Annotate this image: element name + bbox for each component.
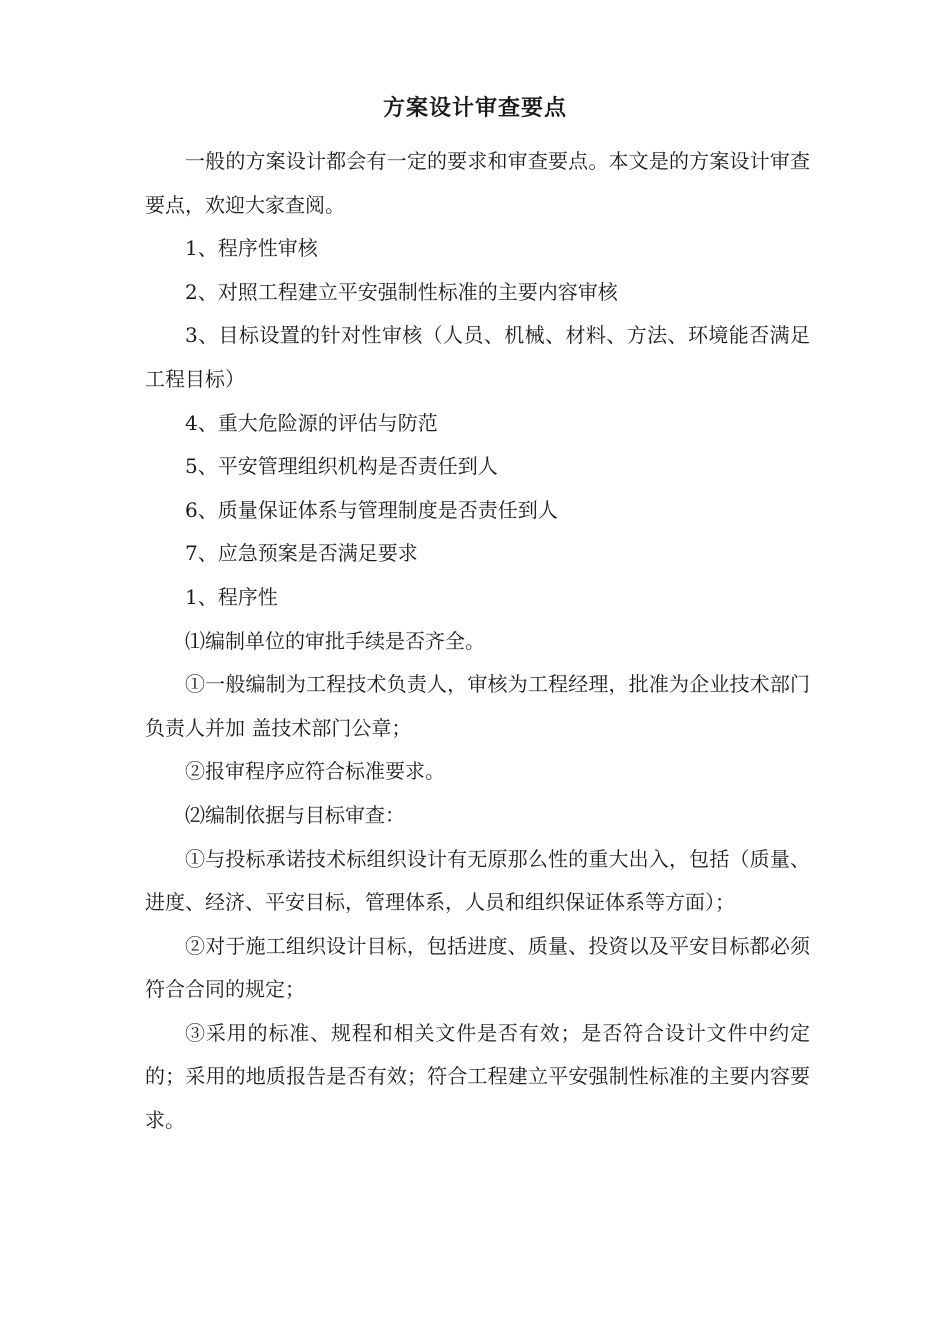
paragraph-approval-2: ②报审程序应符合标准要求。 xyxy=(185,759,445,784)
paragraph-item-1: 1、程序性审核 xyxy=(185,236,318,261)
paragraph-intro: 一般的方案设计都会有一定的要求和审查要点。本文是的方案设计审查要点，欢迎大家查阅。 xyxy=(145,149,810,217)
paragraph-basis-1: ①与投标承诺技术标组织设计有无原那么性的重大出入，包括（质量、进度、经济、平安目标，管理体系，人员和组织保证体系等方面）； xyxy=(145,846,810,915)
paragraph-item-4: 4、重大危险源的评估与防范 xyxy=(185,410,438,435)
document-body xyxy=(145,140,810,1143)
subsection-approval: ⑴编制单位的审批手续是否齐全。 xyxy=(185,628,485,653)
subsection-basis: ⑵编制依据与目标审查： xyxy=(185,802,405,827)
paragraph-basis-2: ②对于施工组织设计目标，包括进度、质量、投资以及平安目标都必须符合合同的规定； xyxy=(145,933,810,1002)
paragraph-item-7: 7、应急预案是否满足要求 xyxy=(185,541,418,566)
paragraph-item-3: 3、目标设置的针对性审核（人员、机械、材料、方法、环境能否满足工程目标） xyxy=(145,323,810,391)
document-title: 方案设计审查要点 xyxy=(382,95,567,121)
paragraph-approval-1: ①一般编制为工程技术负责人，审核为工程经理，批准为企业技术部门负责人并加 盖技术部门公章； xyxy=(145,672,810,740)
paragraph-item-5: 5、平安管理组织机构是否责任到人 xyxy=(185,454,498,479)
section-heading-procedure: 1、程序性 xyxy=(185,584,278,609)
paragraph-item-2: 2、对照工程建立平安强制性标准的主要内容审核 xyxy=(185,279,618,304)
paragraph-item-6: 6、质量保证体系与管理制度是否责任到人 xyxy=(185,497,558,522)
paragraph-basis-3: ③采用的标准、规程和相关文件是否有效；是否符合设计文件中约定的；采用的地质报告是否有效；符合工程建立平安强制性标准的主要内容要求。 xyxy=(145,1020,810,1133)
